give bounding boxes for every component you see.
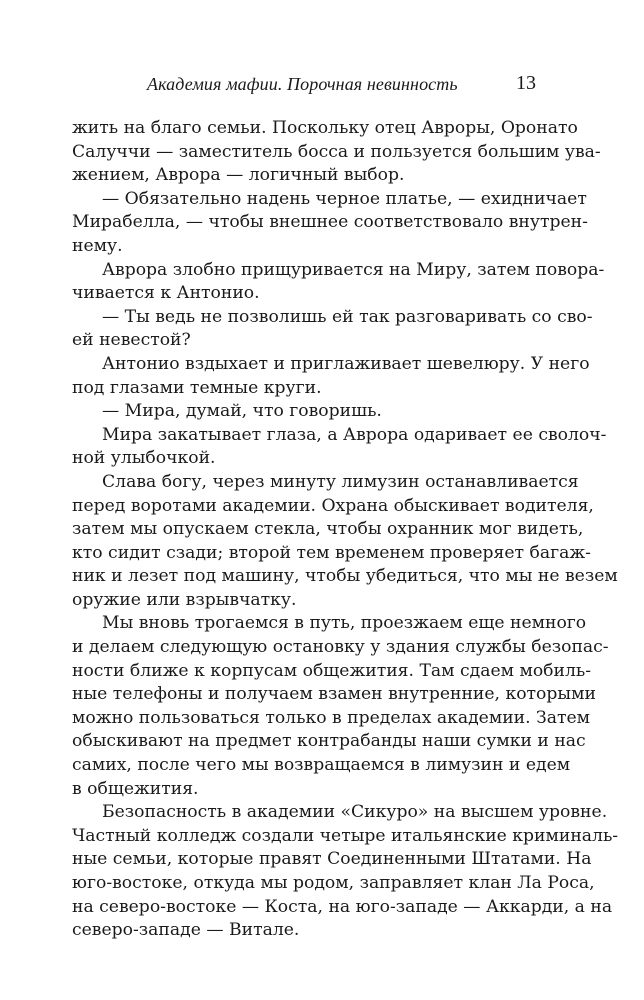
page-number: 13 xyxy=(516,72,536,94)
text-line: на северо-востоке — Коста, на юго-западе — Аккарди, а на xyxy=(72,896,613,917)
text-line: северо-западе — Витале. xyxy=(72,920,300,941)
text-line: перед воротами академии. Охрана обыскивает водителя, xyxy=(72,495,594,516)
text-line: ные семьи, которые правят Соединенными Штатами. На xyxy=(72,849,592,870)
text-line: самих, после чего мы возвращаемся в лимузин и едем xyxy=(72,755,571,776)
body-text xyxy=(72,117,619,943)
text-line: Мира закатывает глаза, а Аврора одаривает ее сволоч- xyxy=(102,424,607,445)
text-line: ей невестой? xyxy=(72,330,191,351)
text-line: юго-востоке, откуда мы родом, заправляет клан Ла Роса, xyxy=(72,873,595,893)
text-line: оружие или взрывчатку. xyxy=(72,589,297,610)
text-line: Мирабелла, — чтобы внешнее соответствовало внутрен- xyxy=(72,212,588,233)
text-line: ной улыбочкой. xyxy=(72,448,216,469)
text-line: — Мира, думай, что говоришь. xyxy=(102,401,382,422)
text-line: Частный колледж создали четыре итальянские криминаль- xyxy=(72,825,619,846)
text-line: затем мы опускаем стекла, чтобы охранник мог видеть, xyxy=(72,519,584,540)
text-line: кто сидит сзади; второй тем временем проверяет багаж- xyxy=(72,542,591,563)
text-line: можно пользоваться только в пределах академии. Затем xyxy=(72,707,591,728)
text-line: Безопасность в академии «Сикуро» на высшем уровне. xyxy=(102,802,608,823)
text-line: ник и лезет под машину, чтобы убедиться, что мы не везем xyxy=(72,566,618,587)
text-line: Мы вновь трогаемся в путь, проезжаем еще немного xyxy=(102,613,587,634)
text-line: Слава богу, через минуту лимузин останавливается xyxy=(102,471,579,492)
text-line: чивается к Антонио. xyxy=(72,283,260,304)
text-line: — Обязательно надень черное платье, — ехидничает xyxy=(102,188,587,209)
text-line: под глазами темные круги. xyxy=(72,377,322,398)
text-line: ности ближе к корпусам общежития. Там сдаем мобиль- xyxy=(72,660,592,681)
text-line: и делаем следующую остановку у здания службы безопас- xyxy=(72,637,609,658)
text-line: Аврора злобно прищуривается на Миру, затем повора- xyxy=(102,259,605,280)
text-line: — Ты ведь не позволишь ей так разговаривать со сво- xyxy=(102,306,593,327)
text-line: Салуччи — заместитель босса и пользуется большим ува- xyxy=(72,141,601,162)
text-line: жением, Аврора — логичный выбор. xyxy=(72,165,405,186)
text-line: нему. xyxy=(72,235,123,256)
text-line: Антонио вздыхает и приглаживает шевелюру. У него xyxy=(102,353,590,374)
text-line: обыскивают на предмет контрабанды наши сумки и нас xyxy=(72,731,586,752)
text-line: в общежития. xyxy=(72,778,199,799)
page-header xyxy=(72,70,536,98)
text-line: ные телефоны и получаем взамен внутренние, которыми xyxy=(72,684,596,705)
running-title: Академия мафии. Порочная невинность xyxy=(147,74,458,94)
text-line: жить на благо семьи. Поскольку отец Авроры, Оронато xyxy=(72,118,578,138)
